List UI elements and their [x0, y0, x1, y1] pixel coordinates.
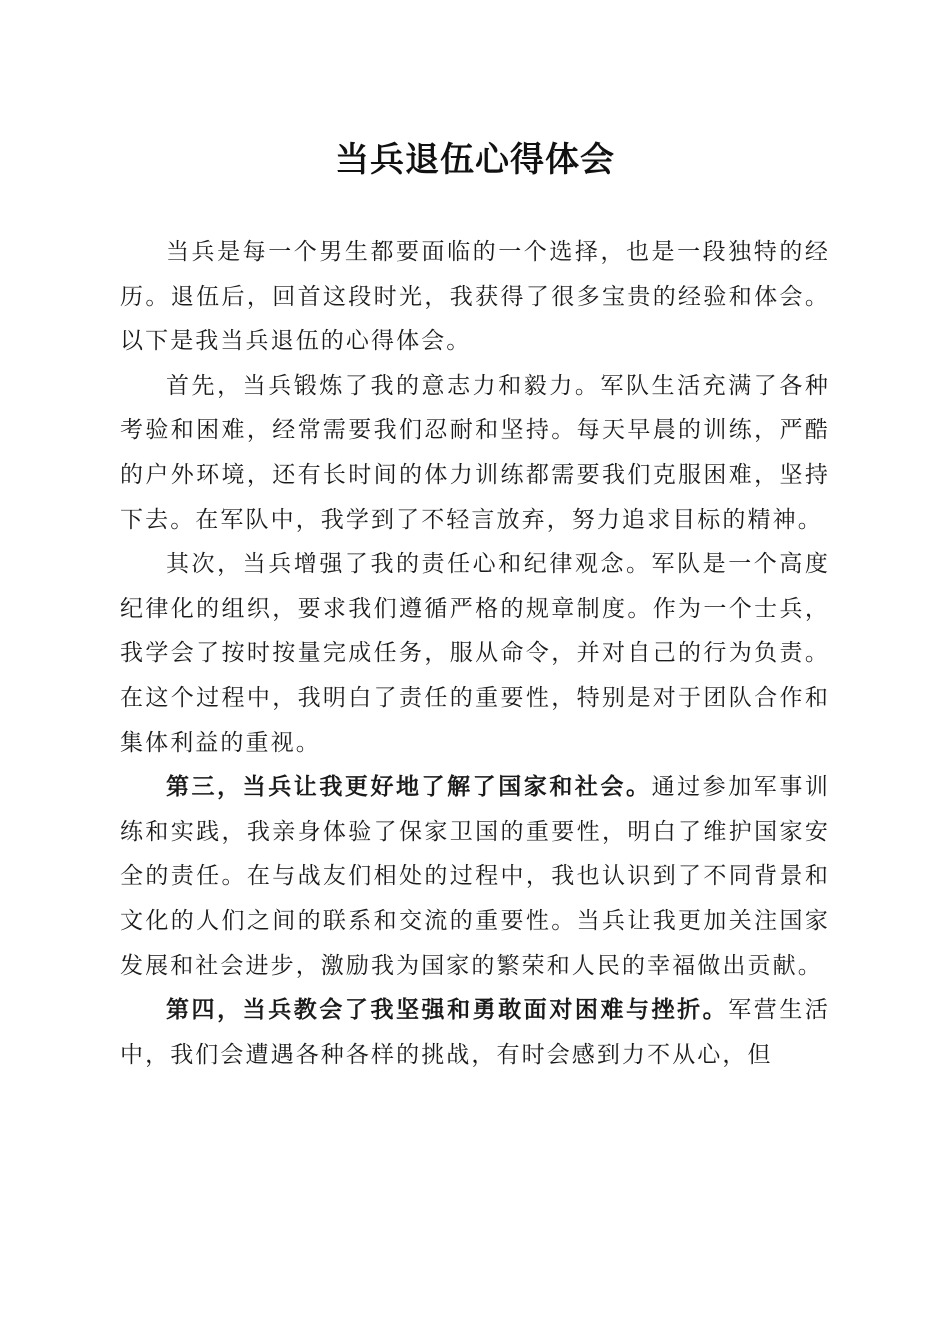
- paragraph-fourth-point: [120, 988, 830, 1077]
- paragraph-text: 其次，当兵增强了我的责任心和纪律观念。军队是一个高度纪律化的组织，要求我们遵循严格的规章制度。作为一个士兵，我学会了按时按量完成任务，服从命令，并对自己的行为负责。在这个过程中，我明白了责任的重要性，特别是对于团队合作和集体利益的重视。: [120, 551, 830, 756]
- paragraph-intro: [120, 230, 830, 364]
- paragraph-second-point: [120, 542, 830, 765]
- paragraph-text: 通过参加军事训练和实践，我亲身体验了保家卫国的重要性，明白了维护国家安全的责任。在与战友们相处的过程中，我也认识到了不同背景和文化的人们之间的联系和交流的重要性。当兵让我更加关注国家发展和社会进步，激励我为国家的繁荣和人民的幸福做出贡献。: [120, 774, 830, 979]
- paragraph-lead-sentence: 第三，当兵让我更好地了解了国家和社会。: [166, 773, 652, 801]
- paragraph-first-point: [120, 364, 830, 542]
- document-title: 当兵退伍心得体会: [335, 140, 615, 180]
- document-body: [120, 230, 830, 1077]
- paragraph-text: 首先，当兵锻炼了我的意志力和毅力。军队生活充满了各种考验和困难，经常需要我们忍耐和坚持。每天早晨的训练，严酷的户外环境，还有长时间的体力训练都需要我们克服困难，坚持下去。在军队中，我学到了不轻言放弃，努力追求目标的精神。: [120, 372, 830, 533]
- paragraph-text: 军营生活中，我们会遭遇各种各样的挑战，有时会感到力不从心，但: [120, 997, 831, 1068]
- paragraph-lead-sentence: 第四，当兵教会了我坚强和勇敢面对困难与挫折。: [166, 996, 729, 1024]
- paragraph-third-point: [120, 765, 830, 988]
- paragraph-text: 当兵是每一个男生都要面临的一个选择，也是一段独特的经历。退伍后，回首这段时光，我获得了很多宝贵的经验和体会。以下是我当兵退伍的心得体会。: [120, 239, 830, 355]
